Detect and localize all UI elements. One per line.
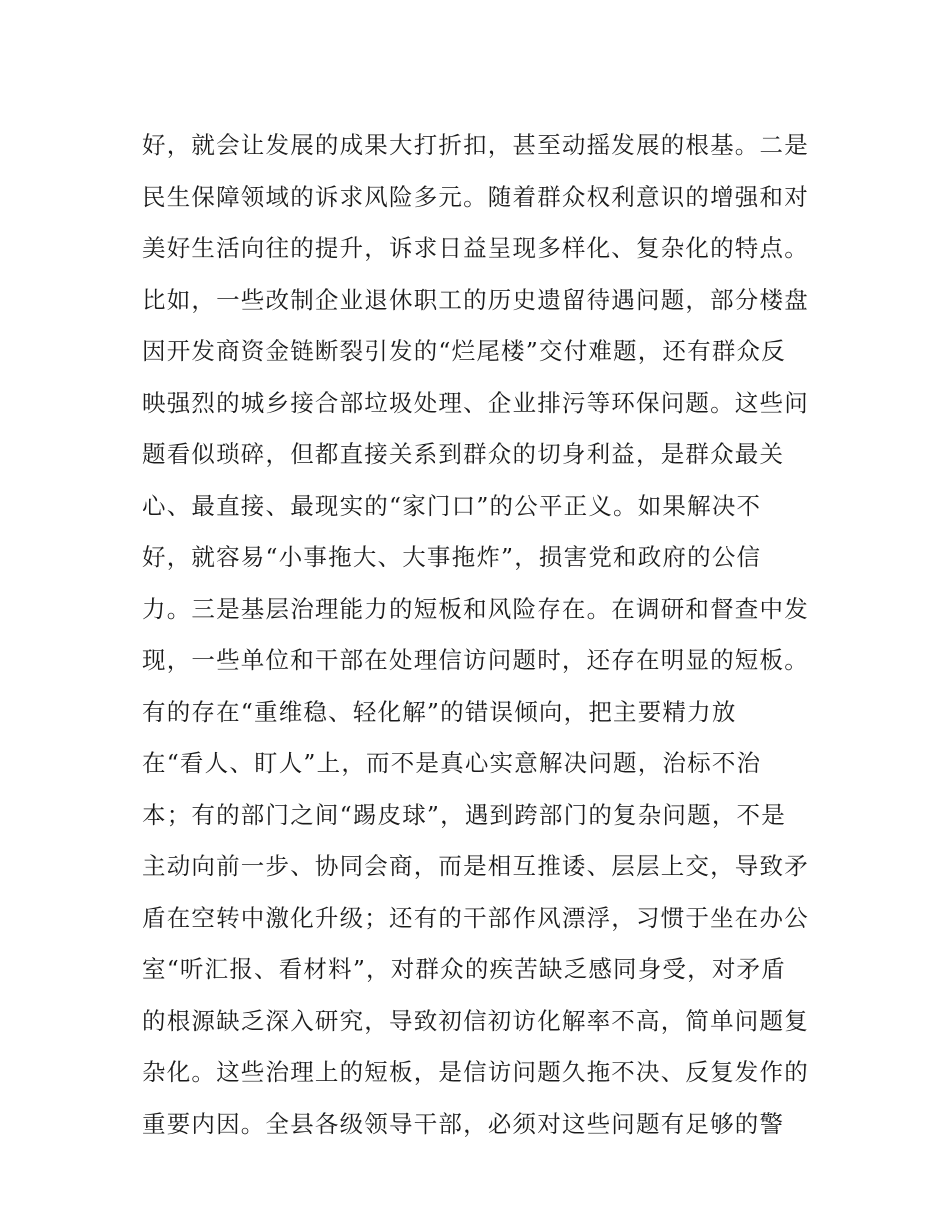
- text-line: 比如，一些改制企业退休职工的历史遗留待遇问题，部分楼盘: [142, 285, 809, 314]
- text-line: 重要内因。全县各级领导干部，必须对这些问题有足够的警: [142, 1109, 785, 1138]
- text-line: 本；有的部门之间“踢皮球”，遇到跨部门的复杂问题，不是: [142, 800, 786, 829]
- text-line: 有的存在“重维稳、轻化解”的错误倾向，把主要精力放: [142, 697, 737, 726]
- text-line: 盾在空转中激化升级；还有的干部作风漂浮，习惯于坐在办公: [142, 903, 809, 932]
- text-line: 在“看人、盯人”上，而不是真心实意解决问题，治标不治: [142, 749, 762, 777]
- text-line: 力。三是基层治理能力的短板和风险存在。在调研和督查中发: [142, 594, 809, 623]
- text-line: 杂化。这些治理上的短板，是信访问题久拖不决、反复发作的: [142, 1058, 809, 1086]
- text-line: 室“听汇报、看材料”，对群众的疾苦缺乏感同身受，对矛盾: [142, 955, 786, 983]
- body-text: [142, 120, 822, 1150]
- text-line: 主动向前一步、协同会商，而是相互推诿、层层上交，导致矛: [142, 852, 809, 880]
- text-line: 题看似琐碎，但都直接关系到群众的切身利益，是群众最关: [142, 440, 785, 468]
- text-line: 现，一些单位和干部在处理信访问题时，还存在明显的短板。: [142, 646, 809, 674]
- text-line: 好，就容易“小事拖大、大事拖炸”，损害党和政府的公信: [142, 543, 762, 571]
- text-line: 民生保障领域的诉求风险多元。随着群众权利意识的增强和对: [142, 182, 809, 211]
- text-line: 因开发商资金链断裂引发的“烂尾楼”交付难题，还有群众反: [142, 337, 786, 365]
- text-line: 的根源缺乏深入研究，导致初信初访化解率不高，简单问题复: [142, 1006, 809, 1035]
- text-line: 心、最直接、最现实的“家门口”的公平正义。如果解决不: [142, 491, 762, 520]
- text-line: 映强烈的城乡接合部垃圾处理、企业排污等环保问题。这些问: [142, 388, 809, 417]
- text-line: 好，就会让发展的成果大打折扣，甚至动摇发展的根基。二是: [142, 131, 809, 159]
- text-line: 美好生活向往的提升，诉求日益呈现多样化、复杂化的特点。: [142, 234, 809, 262]
